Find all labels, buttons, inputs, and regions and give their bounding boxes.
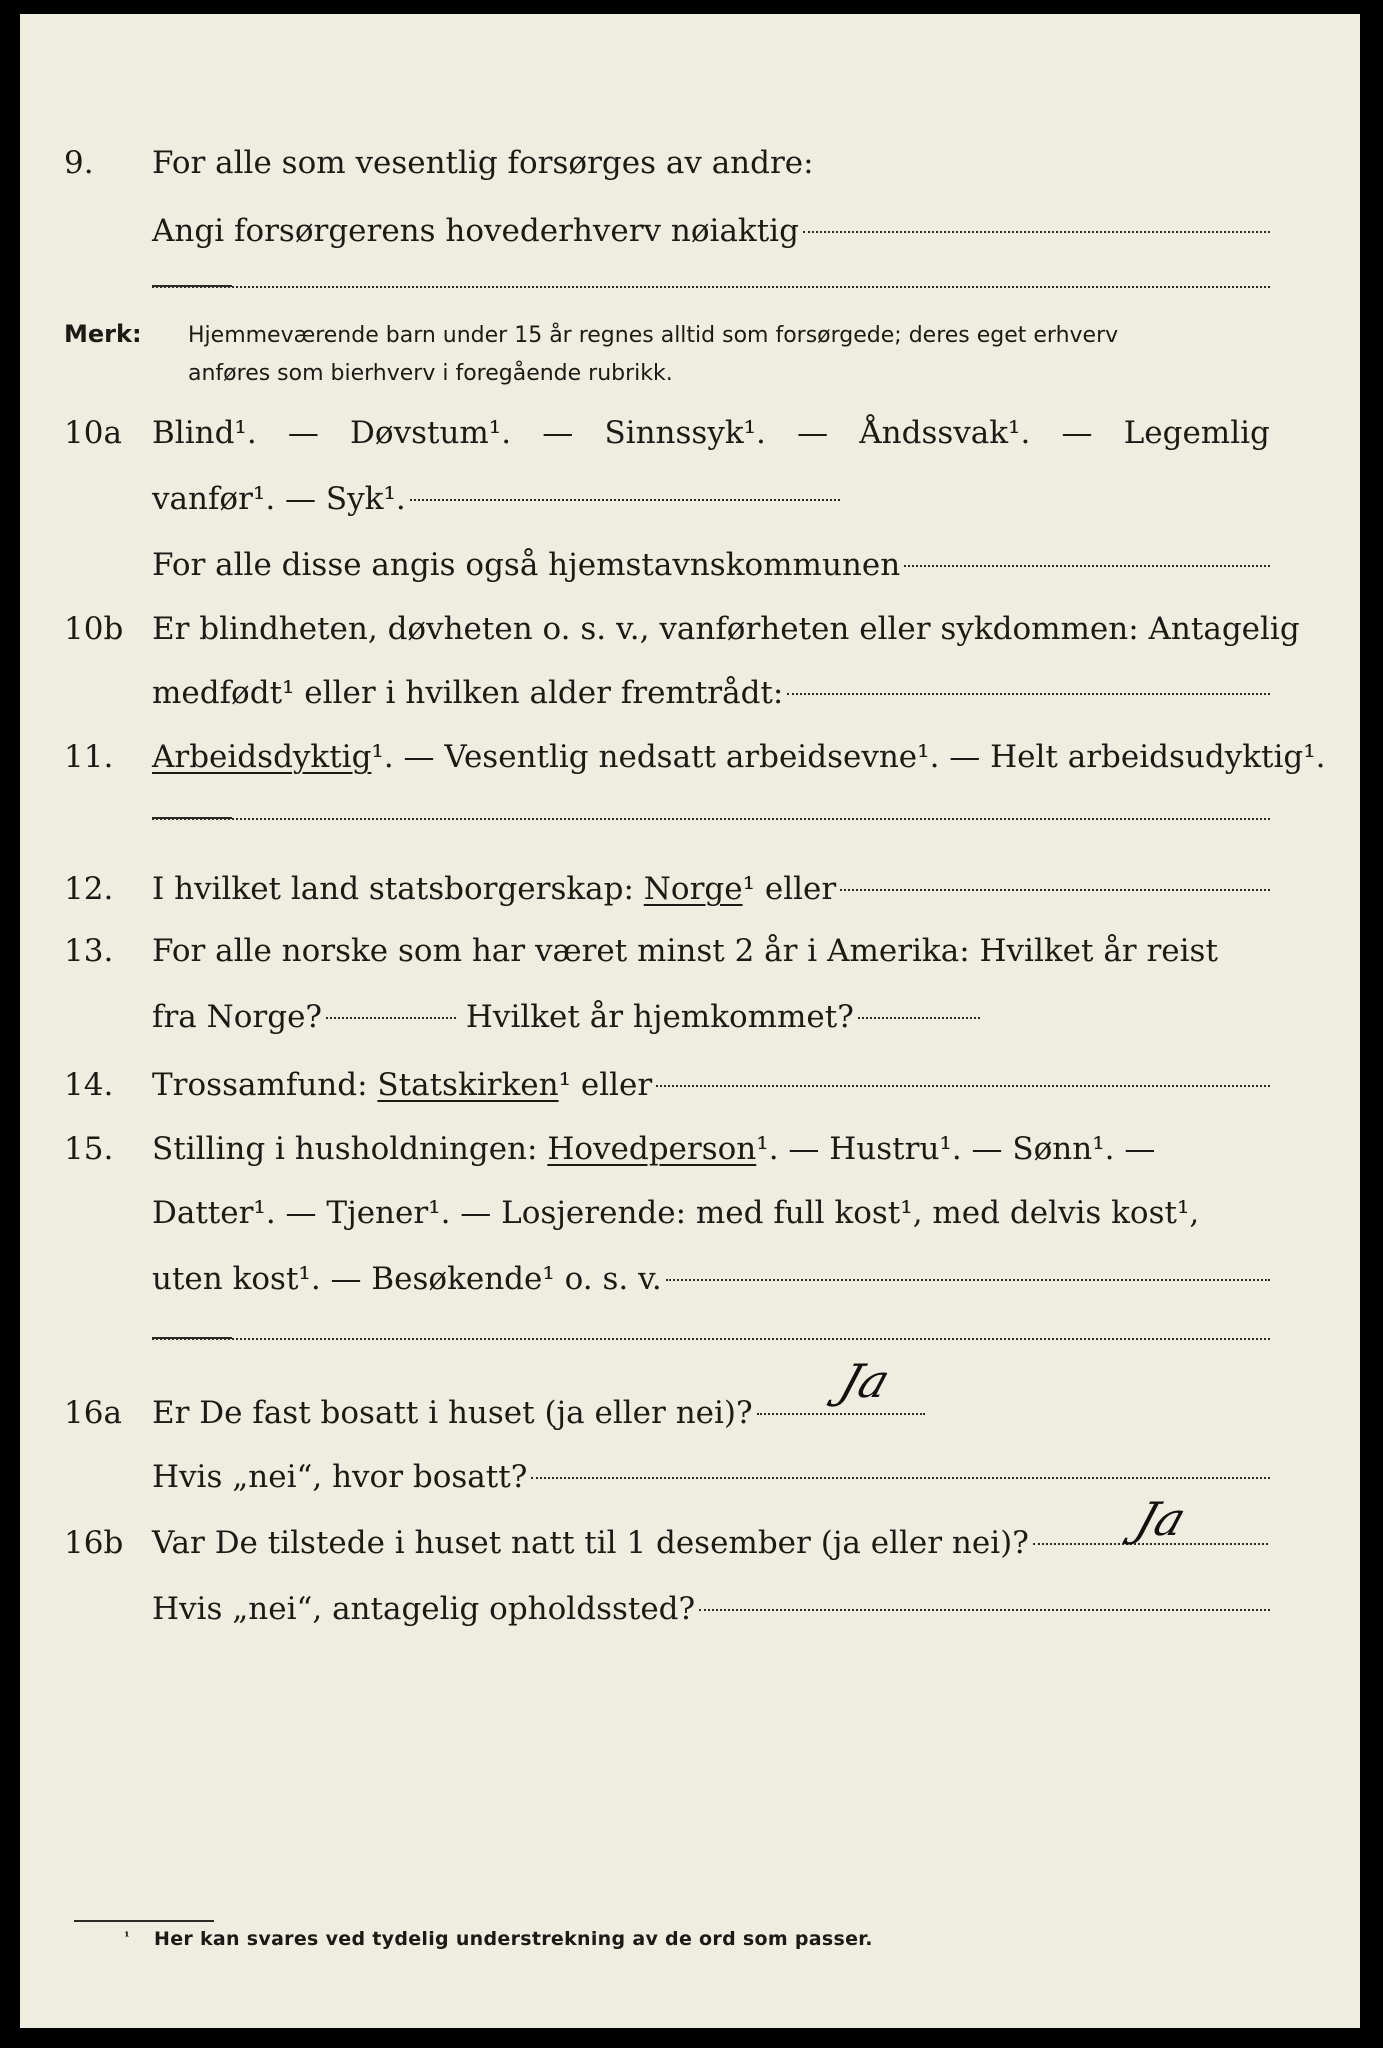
q14-number: 14. [64,1067,114,1103]
q16b-number: 16b [64,1525,124,1561]
merk-label: Merk: [64,320,142,348]
q12-prompt: I hvilket land statsborgerskap: [152,871,644,907]
option-hovedperson-selected[interactable]: Hovedperson [547,1131,757,1167]
q13-hjemkommet-prompt: Hvilket år hjemkommet? [456,999,854,1035]
q10a-number: 10a [64,415,122,451]
q16a-question: Er De fast bosatt i huset (ja eller nei)? [152,1395,753,1431]
q10a-options [152,408,1270,458]
q10b-answer-line[interactable] [787,693,1270,695]
q14-row [20,1060,1360,1110]
option-andssvak[interactable]: Åndssvak¹. [859,415,1031,451]
q10b-question: Er blindheten, døvheten o. s. v., vanførheten eller sykdommen: Antagelig [152,611,1300,647]
option-legemlig[interactable]: Legemlig [1123,415,1270,451]
footnote-text: Her kan svares ved tydelig understrekning av de ord som passer. [154,1928,873,1950]
q16b-followup-prompt: Hvis „nei“, antagelig opholdssted? [152,1591,696,1627]
q13-reist-prompt: fra Norge? [152,999,323,1035]
q12-answer-line[interactable] [840,889,1270,891]
q9-answer-line[interactable] [803,231,1270,233]
merk-text-line2: anføres som bierhverv i foregående rubrikk. [188,361,673,386]
merk-text-line1: Hjemmeværende barn under 15 år regnes alltid som forsørgede; deres eget erhverv [188,323,1119,348]
q16b-followup-answer-line[interactable] [699,1609,1270,1611]
q10a-row2 [20,474,1360,524]
q16b-handwritten-answer: Ja [1129,1492,1193,1546]
q14-prompt: Trossamfund: [152,1067,378,1103]
q16a-answer-line[interactable] [757,1413,925,1415]
q16a-followup-prompt: Hvis „nei“, hvor bosatt? [152,1459,528,1495]
q13-question: For alle norske som har været minst 2 år i Amerika: Hvilket år reist [152,933,1218,969]
q9-prompt: Angi forsørgerens hovederhverv nøiaktig [152,213,799,249]
q9-extra-line[interactable] [152,286,1270,288]
q13-number: 13. [64,933,114,969]
q14-answer-line[interactable] [656,1085,1270,1087]
q11-row [20,732,1360,782]
q10b-prompt: medfødt¹ eller i hvilken alder fremtrådt: [152,675,784,711]
q13-row [20,926,1360,976]
dash: — [542,415,574,451]
q15-prompt: Stilling i husholdningen: [152,1131,548,1167]
q10a-syk-answer-line[interactable] [410,499,840,501]
option-arbeidsdyktig-selected[interactable]: Arbeidsdyktig [152,739,372,775]
q10a-row [20,408,1360,458]
q16a-followup-answer-line[interactable] [531,1477,1270,1479]
q11-number: 11. [64,739,114,775]
q15-options-line2: Datter¹. — Tjener¹. — Losjerende: med full kost¹, med delvis kost¹, [152,1195,1200,1231]
footnote-mark: ¹ [124,1930,130,1945]
q9-row [20,138,1360,188]
dash: — [797,415,829,451]
option-sinnssyk[interactable]: Sinnssyk¹. [604,415,766,451]
q10a-hjemstavn-prompt: For alle disse angis også hjemstavnskommunen [152,547,901,583]
q16a-handwritten-answer: Ja [833,1354,897,1408]
q12-eller: ¹ eller [742,871,837,907]
footnote-rule [74,1920,214,1922]
census-form-page [20,14,1360,2028]
option-dovstum[interactable]: Døvstum¹. [350,415,512,451]
q13-row2 [20,992,1360,1042]
option-norge-selected[interactable]: Norge [643,871,743,907]
q10b-row [20,604,1360,654]
q10b-row2 [20,668,1360,718]
option-statskirken-selected[interactable]: Statskirken [377,1067,559,1103]
option-blind[interactable]: Blind¹. [152,415,257,451]
q14-eller: ¹ eller [558,1067,653,1103]
q15-extra-line[interactable] [152,1338,1270,1340]
q9-answer-row [20,206,1360,256]
q15-options-line1: ¹. — Hustru¹. — Sønn¹. — [756,1131,1156,1167]
q10a-vanfor-syk: vanfør¹. — Syk¹. [152,481,406,517]
q11-extra-line[interactable] [152,818,1270,820]
q12-row [20,864,1360,914]
q13-reist-answer-line[interactable] [326,1017,456,1019]
q15-row2 [20,1188,1360,1238]
q10b-number: 10b [64,611,124,647]
q9-question: For alle som vesentlig forsørges av andre: [152,145,814,181]
q16b-row2 [20,1584,1360,1634]
q10a-hjemstavn-answer-line[interactable] [904,565,1270,567]
q9-number: 9. [64,145,94,181]
q10a-row3 [20,540,1360,590]
q15-row3 [20,1254,1360,1304]
dash: — [287,415,319,451]
q11-options-rest: ¹. — Vesentlig nedsatt arbeidsevne¹. — Helt arbeidsudyktig¹. [371,739,1326,775]
q15-row [20,1124,1360,1174]
dash: — [1061,415,1093,451]
q15-answer-line[interactable] [666,1279,1270,1281]
q12-number: 12. [64,871,114,907]
q16a-row [20,1388,1360,1438]
q15-number: 15. [64,1131,114,1167]
q13-hjemkommet-answer-line[interactable] [858,1017,980,1019]
q15-options-line3: uten kost¹. — Besøkende¹ o. s. v. [152,1261,662,1297]
q16a-number: 16a [64,1395,122,1431]
q16b-question: Var De tilstede i huset natt til 1 desember (ja eller nei)? [152,1525,1029,1561]
